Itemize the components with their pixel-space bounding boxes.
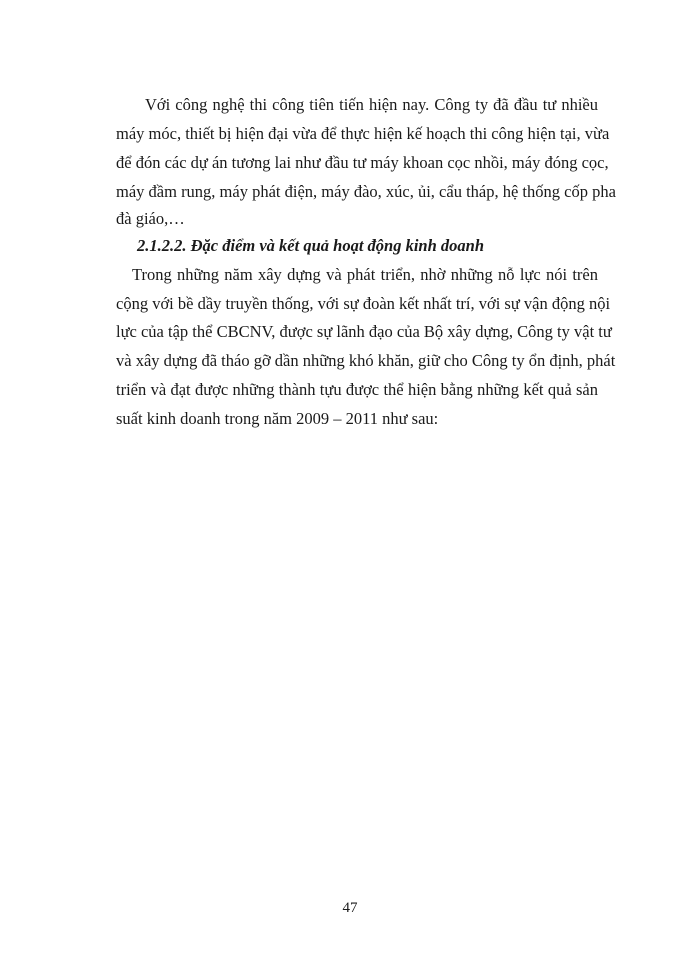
paragraph-2-line-3: lực của tập thể CBCNV, được sự lãnh đạo của Bộ xây dựng, Công ty vật tư <box>116 322 612 341</box>
paragraph-1-line-1: Với công nghệ thi công tiên tiến hiện nay. Công ty đã đầu tư nhiều <box>145 95 598 114</box>
paragraph-2-line-1: Trong những năm xây dựng và phát triển, nhờ những nỗ lực nói trên <box>132 265 598 284</box>
paragraph-1-line-4: máy đầm rung, máy phát điện, máy đào, xúc, ủi, cẩu tháp, hệ thống cốp pha <box>116 182 616 201</box>
paragraph-1-line-5: đà giáo,… <box>116 209 185 228</box>
section-heading: 2.1.2.2. Đặc điểm và kết quả hoạt động kinh doanh <box>137 236 484 255</box>
paragraph-2-line-4: và xây dựng đã tháo gỡ dần những khó khăn, giữ cho Công ty ổn định, phát <box>116 351 616 370</box>
paragraph-2-line-2: cộng với bề dầy truyền thống, với sự đoàn kết nhất trí, với sự vận động nội <box>116 294 611 313</box>
paragraph-1-line-2: máy móc, thiết bị hiện đại vừa để thực hiện kế hoạch thi công hiện tại, vừa <box>116 124 610 143</box>
paragraph-2-line-5: triển và đạt được những thành tựu được thể hiện bằng những kết quả sản <box>116 380 598 399</box>
page-number: 47 <box>342 900 358 916</box>
paragraph-2-line-6: suất kinh doanh trong năm 2009 – 2011 như sau: <box>116 409 439 428</box>
paragraph-1-line-3: để đón các dự án tương lai như đầu tư máy khoan cọc nhồi, máy đóng cọc, <box>116 153 609 172</box>
